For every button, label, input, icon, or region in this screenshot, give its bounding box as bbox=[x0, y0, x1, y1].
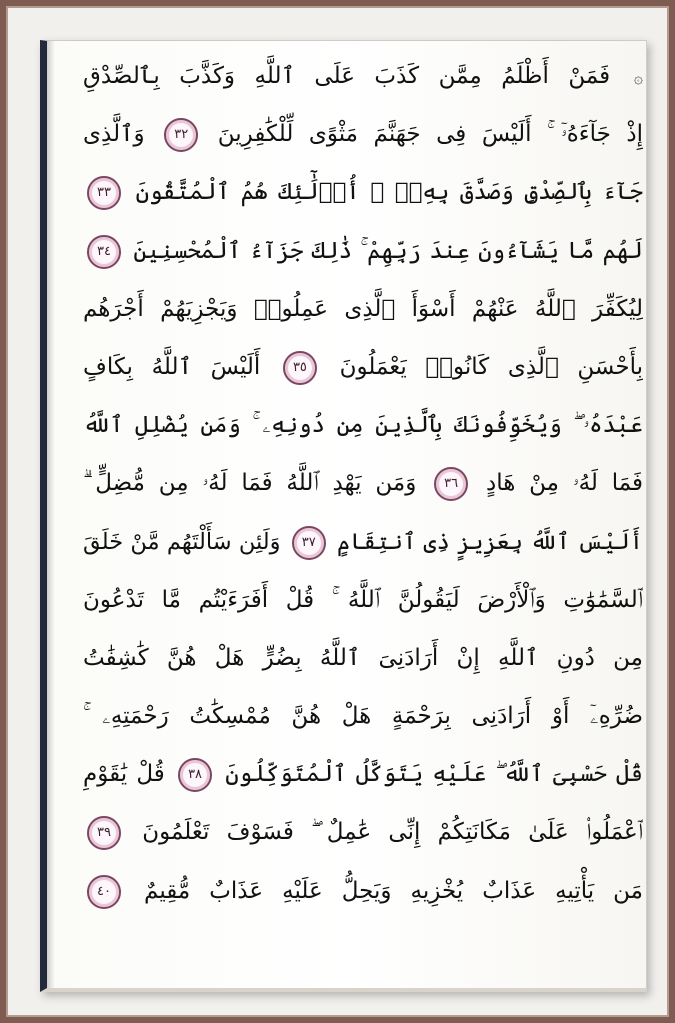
ayah-number-marker: ٣٢ bbox=[164, 118, 198, 152]
verse-text: مِن دُونِ ٱللَّهِ إِنْ أَرَادَنِىَ ٱللَّهُ بِضُرٍّ هَلْ هُنَّ كَٰشِفَٰتُ bbox=[83, 644, 643, 671]
verse-line bbox=[83, 338, 643, 396]
verse-text: قُلْ حَسْبِىَ ٱللَّهُ ۖ عَلَيْهِ يَتَوَكَّلُ ٱلْمُتَوَكِّلُونَ bbox=[225, 761, 643, 788]
verse-line bbox=[83, 862, 643, 920]
verse-line bbox=[83, 280, 643, 338]
verse-text: لِيُكَفِّرَ ٱللَّهُ عَنْهُمْ أَسْوَأَ ٱلَّذِى عَمِلُوا۟ وَيَجْزِيَهُمْ أَجْرَهُم bbox=[83, 295, 643, 322]
ayah-number-marker: ٣٩ bbox=[87, 816, 121, 850]
verse-text: وَمَن يَهْدِ ٱللَّهُ فَمَا لَهُۥ مِن مُّضِلٍّ ۗ bbox=[83, 470, 417, 497]
verse-line bbox=[83, 803, 643, 861]
verse-line bbox=[83, 396, 643, 454]
verse-text: ضُرِّهِۦٓ أَوْ أَرَادَنِى بِرَحْمَةٍ هَلْ هُنَّ مُمْسِكَٰتُ رَحْمَتِهِۦ ۚ bbox=[83, 703, 643, 730]
mushaf-page bbox=[40, 40, 647, 992]
verse-text: فَمَا لَهُۥ مِنْ هَادٍ bbox=[485, 470, 643, 497]
ayah-number-marker: ٣٤ bbox=[87, 235, 121, 269]
ayah-number-marker: ٣٦ bbox=[434, 467, 468, 501]
verse-text: جَآءَ بِٱلصِّدْقِ وَصَدَّقَ بِهِۦٓ ۙ أُو۟لَٰٓئِكَ هُمُ ٱلْمُتَّقُونَ bbox=[135, 179, 643, 206]
verse-text: أَلَيْسَ ٱللَّهُ بِعَزِيزٍ ذِى ٱنتِقَامٍ bbox=[337, 528, 643, 555]
verse-text: عَبْدَهُۥ ۖ وَيُخَوِّفُونَكَ بِٱلَّذِينَ مِن دُونِهِۦ ۚ وَمَن يُضْلِلِ ٱللَّهُ bbox=[83, 412, 643, 439]
ayah-number-marker: ٤٠ bbox=[87, 875, 121, 909]
verse-text: أَلَيْسَ ٱللَّهُ بِكَافٍ bbox=[83, 353, 261, 380]
ayah-number-marker: ٣٥ bbox=[283, 351, 317, 385]
verse-lines bbox=[83, 47, 643, 920]
rub-el-hizb-icon: ۞ bbox=[633, 68, 643, 87]
verse-line bbox=[83, 47, 643, 105]
verse-text: ٱلسَّمَٰوَٰتِ وَٱلْأَرْضَ لَيَقُولُنَّ ٱللَّهُ ۚ قُلْ أَفَرَءَيْتُم مَّا تَدْعُونَ bbox=[83, 586, 643, 613]
verse-text: بِأَحْسَنِ ٱلَّذِى كَانُوا۟ يَعْمَلُونَ bbox=[339, 353, 643, 380]
verse-line bbox=[83, 163, 643, 221]
verse-text: قُلْ يَٰقَوْمِ bbox=[83, 761, 165, 788]
verse-text: فَمَنْ أَظْلَمُ مِمَّن كَذَبَ عَلَى ٱللَّهِ وَكَذَّبَ بِٱلصِّدْقِ bbox=[83, 63, 611, 89]
verse-line bbox=[83, 571, 643, 629]
verse-text: إِذْ جَآءَهُۥٓ ۚ أَلَيْسَ فِى جَهَنَّمَ مَثْوًى لِّلْكَٰفِرِينَ bbox=[217, 121, 643, 148]
verse-text: مَن يَأْتِيهِ عَذَابٌ يُخْزِيهِ وَيَحِلُّ عَلَيْهِ عَذَابٌ مُّقِيمٌ bbox=[144, 877, 643, 904]
verse-text: لَهُم مَّا يَشَآءُونَ عِندَ رَبِّهِمْ ۚ ذَٰلِكَ جَزَآءُ ٱلْمُحْسِنِينَ bbox=[133, 237, 643, 264]
verse-line bbox=[83, 687, 643, 745]
ayah-number-marker: ٣٧ bbox=[292, 526, 326, 560]
verse-line bbox=[83, 222, 643, 280]
verse-line bbox=[83, 105, 643, 163]
verse-text: وَٱلَّذِى bbox=[83, 121, 145, 148]
verse-text: ٱعْمَلُوا۟ عَلَىٰ مَكَانَتِكُمْ إِنِّى عَٰمِلٌ ۖ فَسَوْفَ تَعْلَمُونَ bbox=[142, 819, 643, 846]
verse-line bbox=[83, 513, 643, 571]
verse-line bbox=[83, 454, 643, 512]
verse-text: وَلَئِن سَأَلْتَهُم مَّنْ خَلَقَ bbox=[83, 528, 281, 555]
verse-line bbox=[83, 745, 643, 803]
ayah-number-marker: ٣٣ bbox=[87, 176, 121, 210]
verse-line bbox=[83, 629, 643, 687]
ayah-number-marker: ٣٨ bbox=[178, 758, 212, 792]
